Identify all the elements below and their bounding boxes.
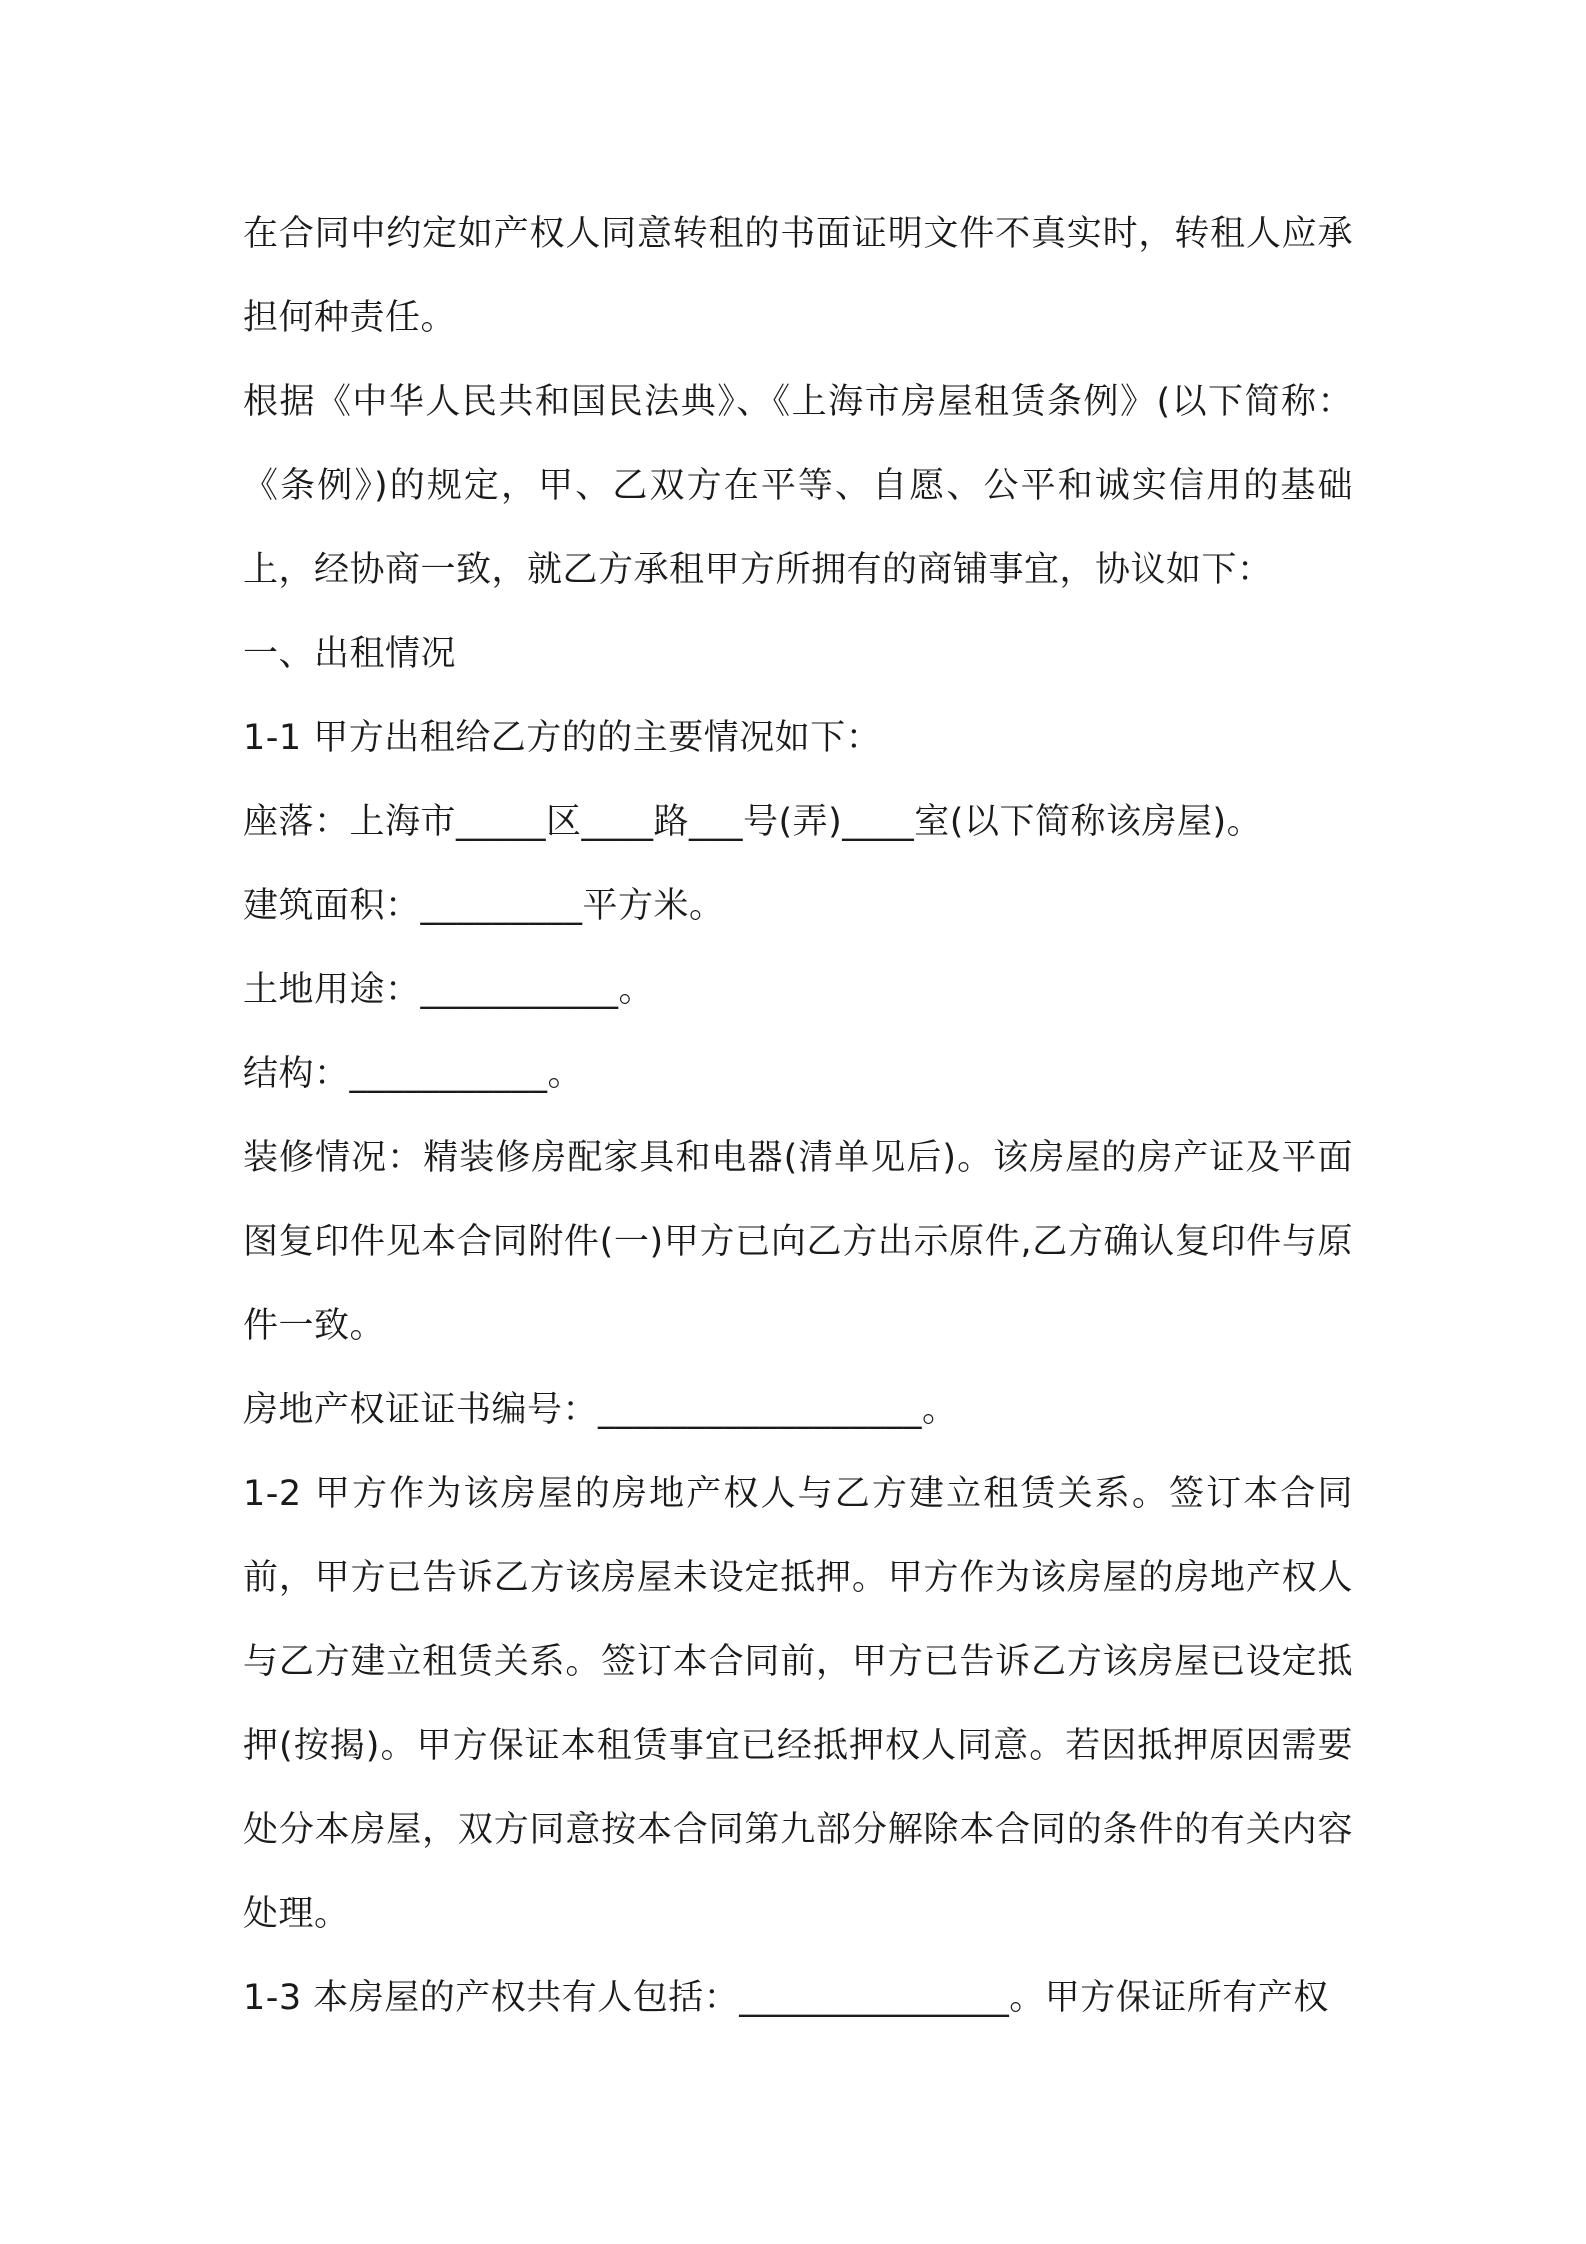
field-structure: 结构：___________。 bbox=[243, 1054, 584, 1094]
clause-1-2: 1-2 甲方作为该房屋的房地产权人与乙方建立租赁关系。签订本合同前，甲方已告诉乙方该房屋未设定抵押。甲方作为该房屋的房地产权人与乙方建立租赁关系。签订本合同前，甲方已告诉乙方该房屋已设定抵押(按揭)。甲方保证本租赁事宜已经抵押权人同意。若因抵押原因需要处分本房屋，双方同意按本合同第九部分解除本合同的条件的有关内容处理。 bbox=[243, 1474, 1353, 1934]
field-building-area: 建筑面积：_________平方米。 bbox=[243, 886, 725, 926]
section-heading-rental-situation: 一、出租情况 bbox=[243, 634, 457, 674]
field-location: 座落：上海市_____区____路___号(弄)____室(以下简称该房屋)。 bbox=[243, 802, 1263, 842]
field-decoration: 装修情况：精装修房配家具和电器(清单见后)。该房屋的房产证及平面图复印件见本合同附件(一)甲方已向乙方出示原件,乙方确认复印件与原件一致。 bbox=[243, 1138, 1353, 1346]
paragraph-preamble: 根据《中华人民共和国民法典》、《上海市房屋租赁条例》(以下简称：《条例》)的规定，甲、乙双方在平等、自愿、公平和诚实信用的基础上，经协商一致，就乙方承租甲方所拥有的商铺事宜，协议如下： bbox=[243, 382, 1353, 590]
clause-1-1: 1-1 甲方出租给乙方的的主要情况如下： bbox=[243, 718, 882, 758]
field-certificate-number: 房地产权证证书编号：__________________。 bbox=[243, 1390, 958, 1430]
clause-1-3: 1-3 本房屋的产权共有人包括：_______________。甲方保证所有产权 bbox=[243, 1978, 1329, 2018]
field-land-use: 土地用途：___________。 bbox=[243, 970, 655, 1010]
paragraph-sublease-liability: 在合同中约定如产权人同意转租的书面证明文件不真实时，转租人应承担何种责任。 bbox=[243, 214, 1353, 338]
document-body bbox=[243, 192, 1353, 2040]
